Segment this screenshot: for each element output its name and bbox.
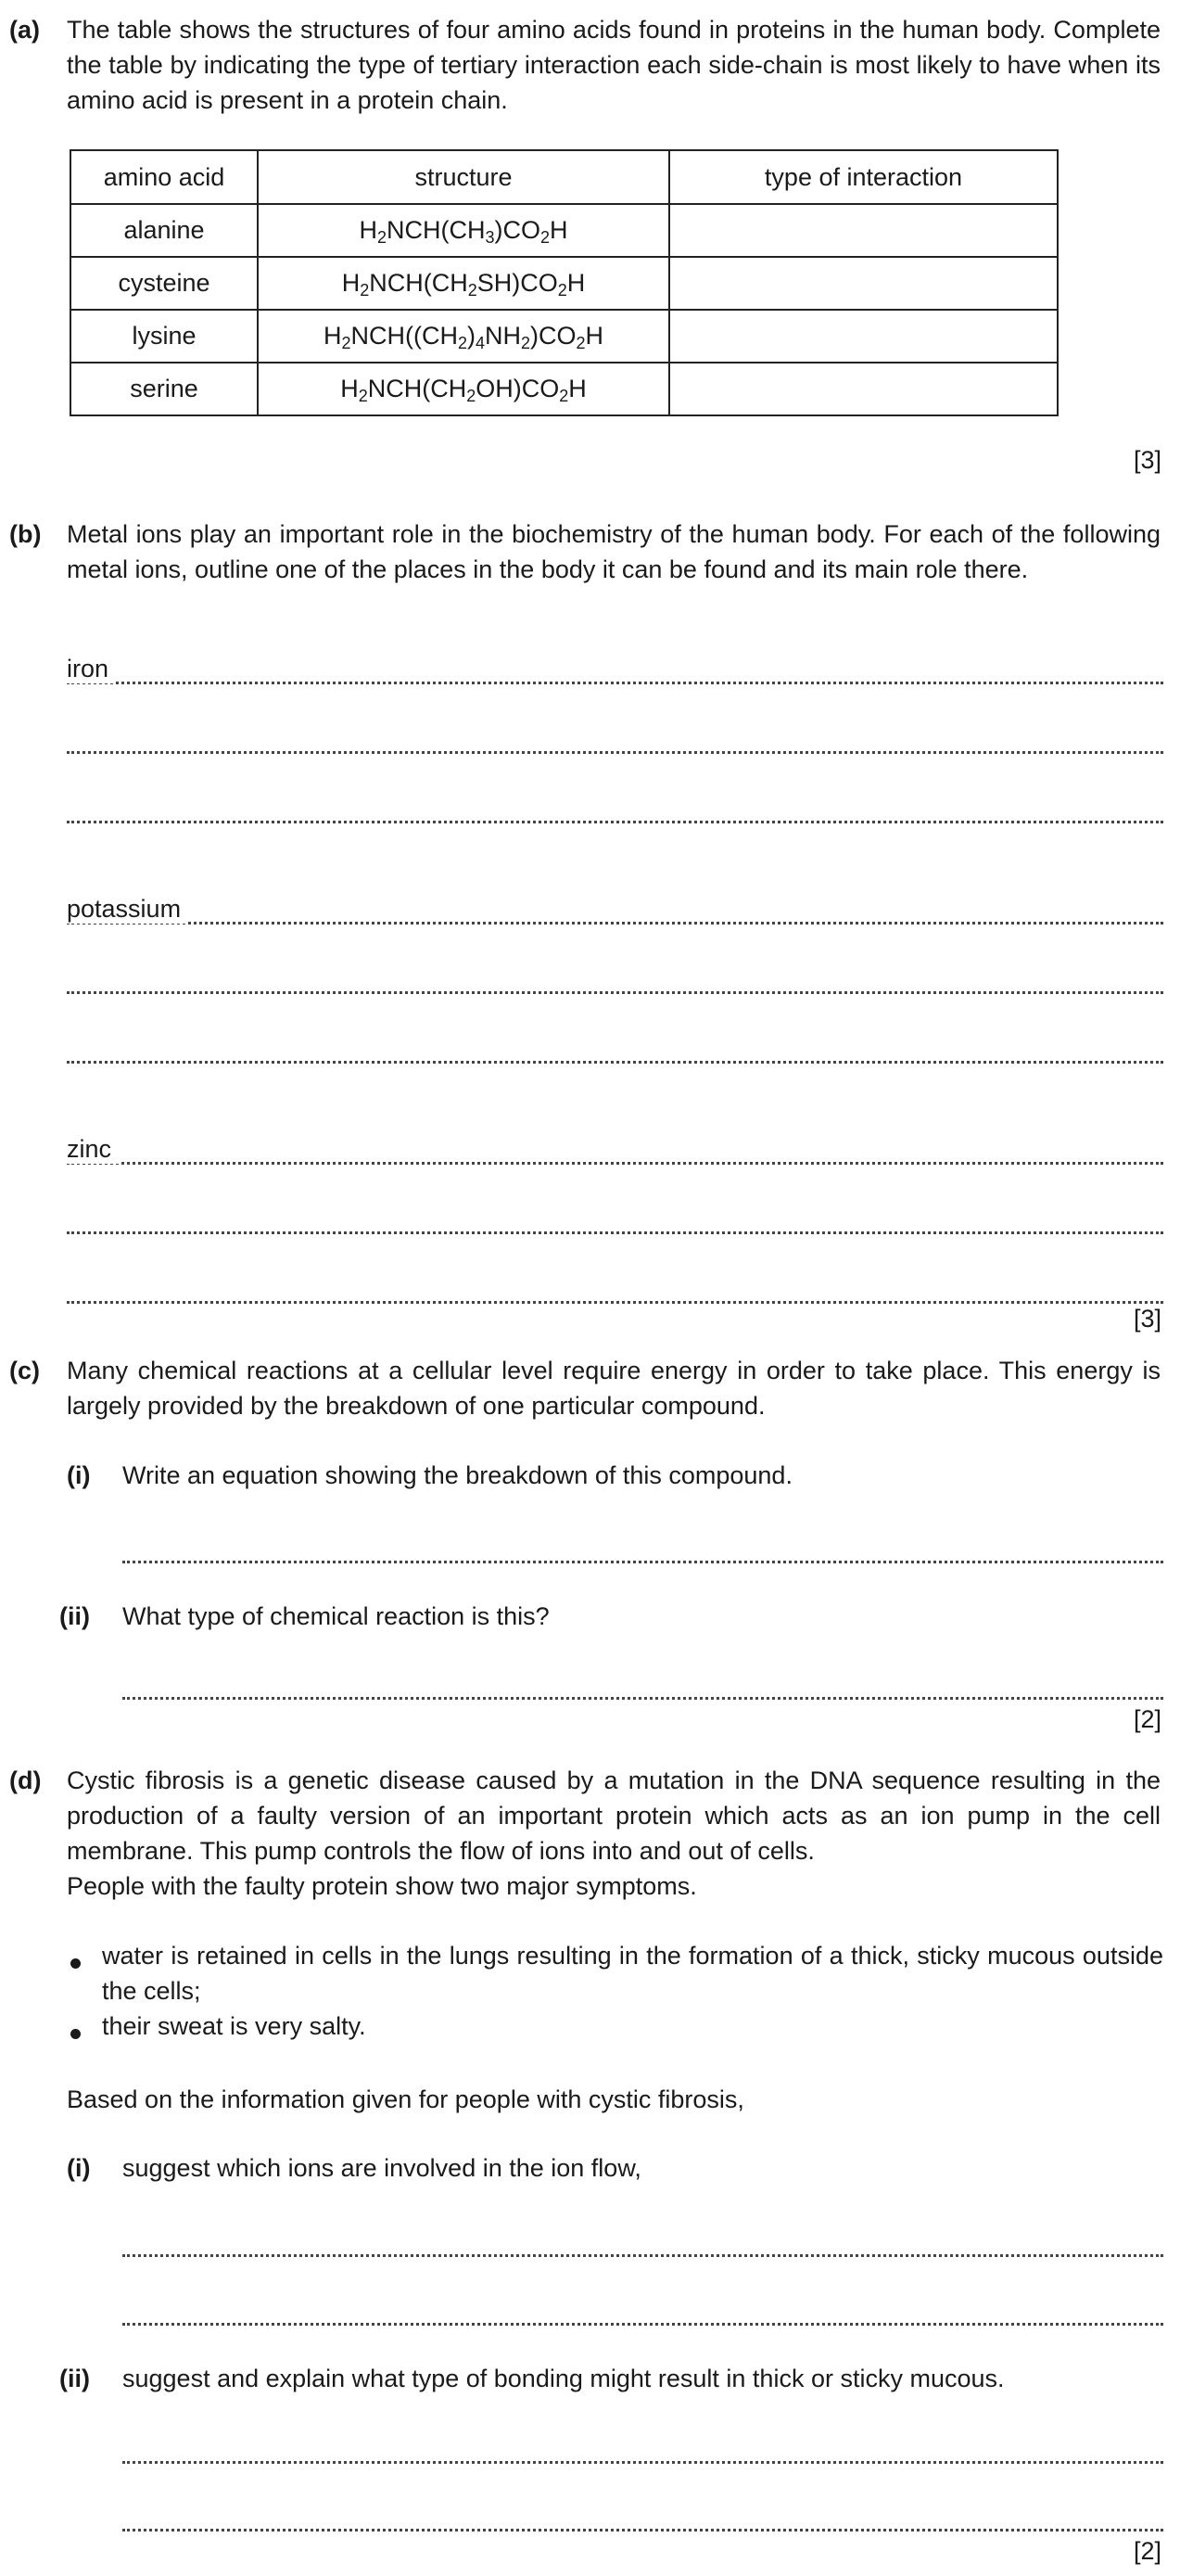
header-amino-acid: amino acid: [70, 150, 258, 204]
symptom-1: water is retained in cells in the lungs resulting in the formation of a thick, sticky mucous outside the cells;: [102, 1942, 1163, 2005]
answer-line[interactable]: [67, 1061, 1163, 1064]
part-a-marks: [3]: [1133, 446, 1161, 474]
part-c-text: Many chemical reactions at a cellular level require energy in order to take place. This energy is largely provided by the breakdown of one particular compound.: [67, 1357, 1161, 1420]
header-type-of-interaction: type of interaction: [669, 150, 1058, 204]
ion-label-zinc: zinc: [67, 1135, 119, 1164]
answer-line[interactable]: [67, 922, 1163, 925]
symptom-2: their sweat is very salty.: [102, 2012, 366, 2040]
table-row: [70, 257, 1058, 310]
part-b-text: Metal ions play an important role in the biochemistry of the human body. For each of the following metal ions, outline one of the places in the body it can be found and its main role there.: [67, 520, 1161, 583]
answer-line[interactable]: [122, 2254, 1163, 2257]
answer-line[interactable]: [67, 821, 1163, 823]
part-d-text2: People with the faulty protein show two major symptoms.: [67, 1872, 697, 1900]
ion-label-potassium: potassium: [67, 895, 188, 924]
part-b-label: (b): [9, 520, 42, 548]
part-c-i-text: Write an equation showing the breakdown of this compound.: [122, 1461, 793, 1489]
answer-line[interactable]: [122, 2461, 1163, 2464]
amino-acid-formula: $H_2NCH(CH_2SH)CO_2H$: [258, 257, 669, 310]
part-a-label: (a): [9, 16, 40, 44]
interaction-answer-cell[interactable]: [669, 363, 1058, 415]
part-c-marks: [2]: [1133, 1705, 1161, 1733]
answer-line[interactable]: [67, 1301, 1163, 1304]
part-c-label: (c): [9, 1357, 40, 1384]
answer-line[interactable]: [67, 991, 1163, 994]
amino-acid-formula: $H_2NCH(CH_3)CO_2H$: [258, 204, 669, 257]
amino-acid-name: serine: [70, 363, 258, 415]
answer-line[interactable]: [67, 751, 1163, 754]
amino-acid-table: [70, 149, 1059, 416]
part-a-text: The table shows the structures of four amino acids found in proteins in the human body. Complete the table by indicating the type of tertiary interaction each side-chain is most likely to have when its amino acid is present in a protein chain.: [67, 16, 1161, 114]
part-c-ii-text: What type of chemical reaction is this?: [122, 1602, 550, 1630]
interaction-answer-cell[interactable]: [669, 204, 1058, 257]
header-structure: structure: [258, 150, 669, 204]
answer-line[interactable]: [122, 2529, 1163, 2531]
part-c-i-label: (i): [67, 1461, 91, 1489]
answer-line[interactable]: [67, 1162, 1163, 1165]
amino-acid-name: lysine: [70, 310, 258, 363]
part-d-label: (d): [9, 1766, 42, 1794]
amino-acid-name: alanine: [70, 204, 258, 257]
bullet-icon: [70, 1958, 81, 1969]
part-c-ii-label: (ii): [59, 1602, 90, 1630]
bullet-icon: [70, 2029, 81, 2039]
amino-acid-formula: $H_2NCH(CH_2OH)CO_2H$: [258, 363, 669, 415]
part-d-i-label: (i): [67, 2154, 91, 2182]
answer-line[interactable]: [122, 1561, 1163, 1563]
table-row: [70, 204, 1058, 257]
part-d-lead: Based on the information given for people with cystic fibrosis,: [67, 2085, 744, 2113]
part-d-ii-label: (ii): [59, 2365, 90, 2392]
ion-label-iron: iron: [67, 655, 116, 683]
table-row: [70, 310, 1058, 363]
part-b-marks: [3]: [1133, 1305, 1161, 1333]
answer-line[interactable]: [67, 1231, 1163, 1234]
answer-line[interactable]: [67, 682, 1163, 684]
part-d-ii-text: suggest and explain what type of bonding might result in thick or sticky mucous.: [122, 2365, 1005, 2392]
table-row: [70, 363, 1058, 415]
part-d-i-text: suggest which ions are involved in the ion flow,: [122, 2154, 641, 2182]
interaction-answer-cell[interactable]: [669, 257, 1058, 310]
answer-line[interactable]: [122, 1697, 1163, 1700]
part-d-marks: [2]: [1133, 2537, 1161, 2565]
amino-acid-name: cysteine: [70, 257, 258, 310]
answer-line[interactable]: [122, 2323, 1163, 2326]
part-d-text: Cystic fibrosis is a genetic disease caused by a mutation in the DNA sequence resulting in the production of a faulty version of an important protein which acts as an ion pump in the cell membrane. This pump controls the flow of ions into and out of cells.: [67, 1766, 1161, 1865]
amino-acid-formula: $H_2NCH((CH_2)_4NH_2)CO_2H$: [258, 310, 669, 363]
interaction-answer-cell[interactable]: [669, 310, 1058, 363]
